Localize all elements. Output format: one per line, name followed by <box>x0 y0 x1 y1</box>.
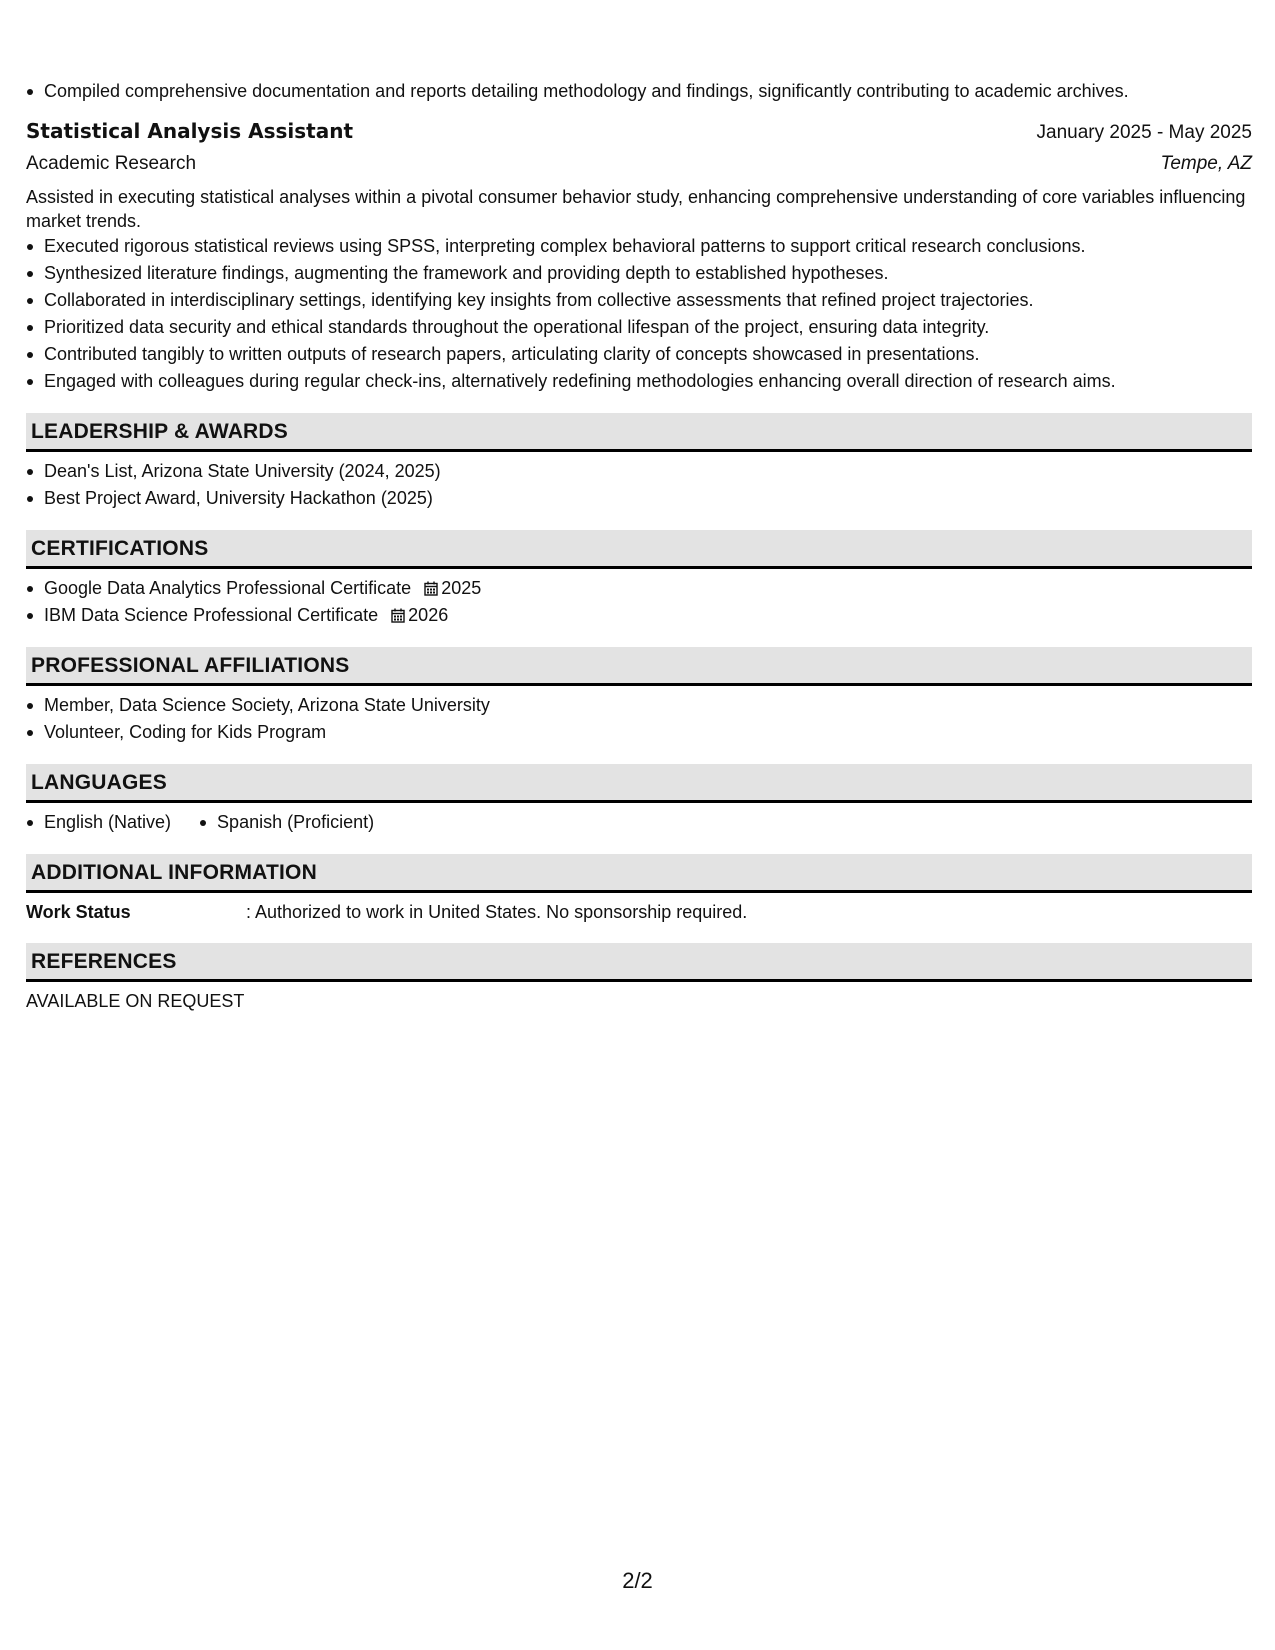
certifications-list <box>26 575 1252 629</box>
list-item: Member, Data Science Society, Arizona State University <box>44 692 1252 719</box>
section-header-additional <box>26 854 1252 893</box>
list-item: Spanish (Proficient) <box>217 809 374 836</box>
leadership-list <box>26 458 1252 512</box>
section-title: LEADERSHIP & AWARDS <box>31 420 288 443</box>
certification-year: 2026 <box>408 605 449 625</box>
list-item <box>44 602 1252 629</box>
calendar-icon <box>391 608 405 623</box>
list-item: Synthesized literature findings, augmenting the framework and providing depth to established hypotheses. <box>44 260 1252 287</box>
list-item: Compiled comprehensive documentation and reports detailing methodology and findings, significantly contributing to academic archives. <box>44 78 1252 105</box>
list-item: Prioritized data security and ethical standards throughout the operational lifespan of the project, ensuring data integrity. <box>44 314 1252 341</box>
work-status-value: : Authorized to work in United States. No sponsorship required. <box>246 902 748 922</box>
section-header-affiliations <box>26 647 1252 686</box>
section-header-languages <box>26 764 1252 803</box>
section-header-leadership <box>26 413 1252 452</box>
list-item: English (Native) <box>44 809 171 836</box>
list-item: Best Project Award, University Hackathon (2025) <box>44 485 1252 512</box>
section-header-references <box>26 943 1252 982</box>
job-organization: Academic Research <box>26 153 197 174</box>
section-title: CERTIFICATIONS <box>31 537 209 560</box>
job-dates: January 2025 - May 2025 <box>1036 122 1252 143</box>
certification-name: IBM Data Science Professional Certificate <box>44 605 379 625</box>
page-number: 2/2 <box>622 1568 653 1593</box>
list-item: Volunteer, Coding for Kids Program <box>44 719 1252 746</box>
job-title: Statistical Analysis Assistant <box>26 119 354 143</box>
job-bullets <box>26 233 1252 395</box>
calendar-icon <box>424 581 438 596</box>
list-item: Executed rigorous statistical reviews using SPSS, interpreting complex behavioral patterns to support critical research conclusions. <box>44 233 1252 260</box>
resume-page <box>26 78 1252 1014</box>
job-header <box>26 105 1252 149</box>
job-location: Tempe, AZ <box>1160 153 1252 174</box>
list-item: Engaged with colleagues during regular check-ins, alternatively redefining methodologies enhancing overall direction of research aims. <box>44 368 1252 395</box>
job-summary: Assisted in executing statistical analyses within a pivotal consumer behavior study, enhancing comprehensive understanding of core variables influencing market trends. <box>26 187 1246 231</box>
certification-year: 2025 <box>441 578 482 598</box>
section-title: REFERENCES <box>31 950 177 973</box>
previous-job-bullets <box>26 78 1252 105</box>
work-status-label: Work Status <box>26 902 131 922</box>
languages-list <box>26 809 1252 836</box>
list-item: Dean's List, Arizona State University (2024, 2025) <box>44 458 1252 485</box>
section-title: LANGUAGES <box>31 771 167 794</box>
affiliations-list <box>26 692 1252 746</box>
list-item: Collaborated in interdisciplinary settings, identifying key insights from collective assessments that refined project trajectories. <box>44 287 1252 314</box>
certification-name: Google Data Analytics Professional Certificate <box>44 578 412 598</box>
section-title: ADDITIONAL INFORMATION <box>31 861 317 884</box>
section-title: PROFESSIONAL AFFILIATIONS <box>31 654 350 677</box>
job-subheader <box>26 149 1252 179</box>
work-status-row <box>26 899 1252 925</box>
list-item: Contributed tangibly to written outputs of research papers, articulating clarity of concepts showcased in presentations. <box>44 341 1252 368</box>
section-header-certifications <box>26 530 1252 569</box>
list-item <box>44 575 1252 602</box>
references-text: AVAILABLE ON REQUEST <box>26 991 245 1011</box>
